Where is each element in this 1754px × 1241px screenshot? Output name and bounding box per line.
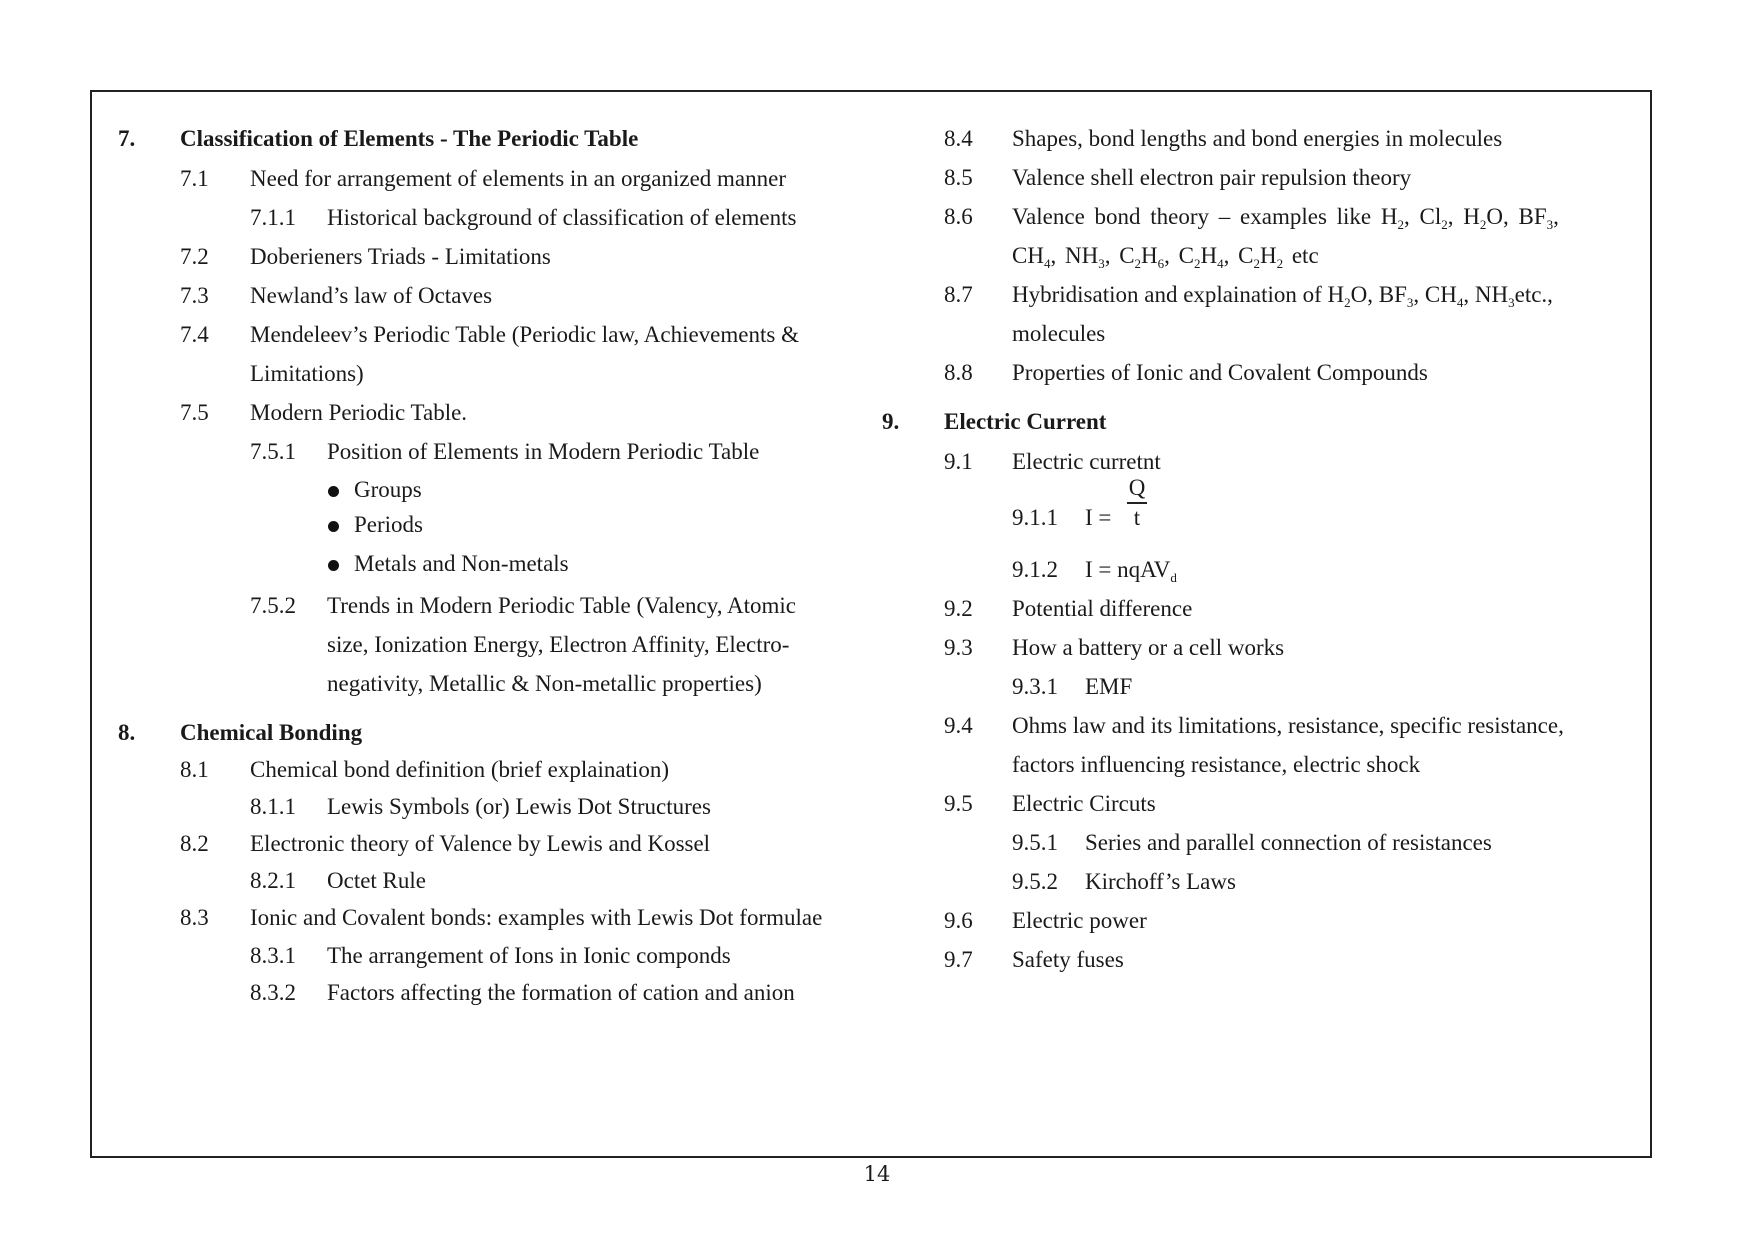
item-number: 9.6 — [944, 908, 973, 933]
item-text: Electric curretnt — [1012, 449, 1161, 474]
item-number: 9.5.2 — [1012, 869, 1058, 894]
section-number: 9. — [882, 409, 900, 434]
equation-lhs: I = — [1085, 505, 1112, 530]
page-number: 14 — [863, 1162, 891, 1186]
item-number: 9.4 — [944, 713, 973, 738]
item-text: Series and parallel connection of resistances — [1085, 830, 1492, 855]
bullet-text: Groups — [354, 477, 422, 502]
item-text: negativity, Metallic & Non-metallic properties) — [327, 671, 762, 696]
item-number: 8.4 — [944, 126, 973, 151]
item-number: 9.3.1 — [1012, 674, 1058, 699]
chemical-formulas: $CH_4$, $NH_3$, $C_2H_6$, $C_2H_4$, $C_2H_2$ etc — [1012, 243, 1319, 271]
item-text: Kirchoff’s Laws — [1085, 869, 1236, 894]
bullet-text: Metals and Non-metals — [354, 551, 569, 576]
item-number: 8.3.2 — [250, 980, 296, 1005]
fraction-numerator: Q — [1128, 475, 1146, 500]
bullet-icon — [328, 560, 339, 571]
item-number: 9.2 — [944, 596, 973, 621]
item-text — [1012, 280, 1553, 310]
item-text: Safety fuses — [1012, 947, 1124, 972]
syllabus-frame — [90, 90, 1652, 1158]
item-number: 9.1.1 — [1012, 505, 1058, 530]
item-text: Mendeleev’s Periodic Table (Periodic law, Achievements & — [250, 322, 799, 347]
section-number: 8. — [118, 720, 136, 745]
chemical-formulas: $H_2$, $Cl_2$, $H_2O$, $BF_3$, — [1380, 204, 1559, 232]
item-text: Electric Circuts — [1012, 791, 1156, 816]
item-text: Historical background of classification of elements — [327, 205, 797, 230]
item-number: 9.1 — [944, 449, 973, 474]
item-number: 8.2.1 — [250, 868, 296, 893]
section-number: 7. — [118, 126, 136, 151]
item-text: Properties of Ionic and Covalent Compounds — [1012, 360, 1428, 385]
item-number: 9.5 — [944, 791, 973, 816]
item-text: Octet Rule — [327, 868, 426, 893]
bullet-icon — [328, 521, 339, 532]
item-text-lead: Hybridisation and explaination of — [1012, 282, 1328, 307]
item-number: 8.3.1 — [250, 943, 296, 968]
item-text: Electronic theory of Valence by Lewis and Kossel — [250, 831, 711, 856]
item-number: 8.1.1 — [250, 794, 296, 819]
item-text-lead: Valence bond theory – examples like — [1012, 204, 1372, 229]
fraction-denominator: t — [1133, 504, 1141, 530]
item-text: The arrangement of Ions in Ionic componds — [327, 943, 731, 968]
item-text: Limitations) — [250, 361, 364, 386]
item-number: 7.4 — [180, 322, 209, 347]
item-number: 8.5 — [944, 165, 973, 190]
item-text: Factors affecting the formation of cation and anion — [327, 980, 795, 1005]
item-number: 7.5.1 — [250, 439, 296, 464]
item-number: 7.2 — [180, 244, 209, 269]
item-text: Lewis Symbols (or) Lewis Dot Structures — [327, 794, 711, 819]
item-number: 7.5 — [180, 400, 209, 425]
item-text: Trends in Modern Periodic Table (Valency, Atomic — [327, 593, 796, 618]
item-text: factors influencing resistance, electric shock — [1012, 752, 1421, 777]
item-text — [1012, 202, 1559, 232]
item-text: Electric power — [1012, 908, 1147, 933]
item-text: Newland’s law of Octaves — [250, 283, 493, 308]
item-text: Position of Elements in Modern Periodic Table — [327, 439, 760, 464]
item-text: size, Ionization Energy, Electron Affinity, Electro- — [327, 632, 790, 657]
item-number: 7.1.1 — [250, 205, 296, 230]
item-number: 8.7 — [944, 282, 973, 307]
item-text: Ionic and Covalent bonds: examples with Lewis Dot formulae — [250, 905, 823, 930]
bullet-text: Periods — [354, 512, 423, 537]
item-number: 7.5.2 — [250, 593, 296, 618]
item-number: 8.6 — [944, 204, 973, 229]
item-number: 9.7 — [944, 947, 973, 972]
item-number: 7.1 — [180, 166, 209, 191]
item-text: Ohms law and its limitations, resistance, specific resistance, — [1012, 713, 1564, 738]
item-text: How a battery or a cell works — [1012, 635, 1285, 660]
item-number: 9.3 — [944, 635, 973, 660]
item-text: Need for arrangement of elements in an organized manner — [250, 166, 787, 191]
section-title: Chemical Bonding — [180, 720, 363, 745]
item-text: EMF — [1085, 674, 1133, 699]
section-title: Classification of Elements - The Periodic Table — [180, 126, 639, 151]
item-text: Modern Periodic Table. — [250, 400, 468, 425]
equation: I = nqAV$_d$ — [1085, 557, 1177, 585]
item-text: Doberieners Triads - Limitations — [250, 244, 551, 269]
bullet-icon — [328, 486, 339, 497]
item-text: Valence shell electron pair repulsion theory — [1012, 165, 1412, 190]
item-number: 8.8 — [944, 360, 973, 385]
item-text: molecules — [1012, 321, 1106, 346]
item-number: 9.1.2 — [1012, 557, 1058, 582]
item-text: Potential difference — [1012, 596, 1193, 621]
section-title: Electric Current — [944, 409, 1107, 434]
item-number: 7.3 — [180, 283, 209, 308]
fraction-q-over-t — [1125, 474, 1149, 532]
item-text: Chemical bond definition (brief explaination) — [250, 757, 669, 782]
item-number: 8.3 — [180, 905, 209, 930]
chemical-formulas: $H_2O$, $BF_3$, $CH_4$, $NH_3etc$., — [1327, 282, 1553, 310]
item-number: 8.1 — [180, 757, 209, 782]
item-number: 9.5.1 — [1012, 830, 1058, 855]
item-text: Shapes, bond lengths and bond energies in molecules — [1012, 126, 1503, 151]
item-number: 8.2 — [180, 831, 209, 856]
